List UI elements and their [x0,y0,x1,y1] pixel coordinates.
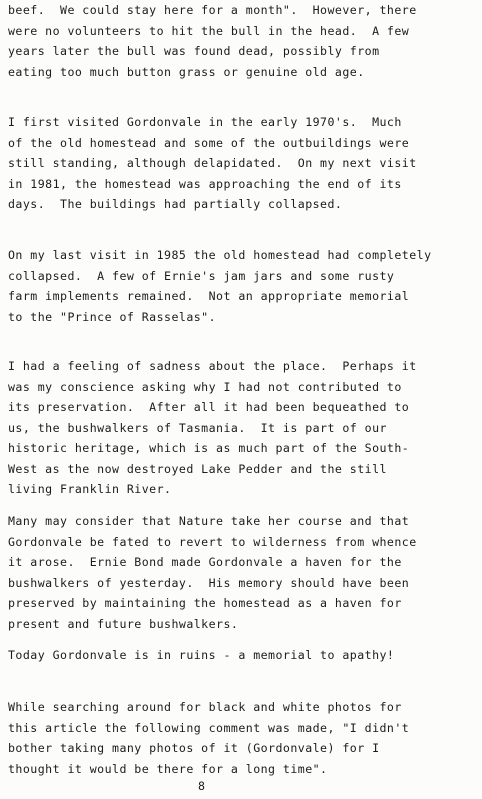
paragraph-last-visit [8,245,432,327]
text-line: living Franklin River. [8,482,172,496]
text-line: to the "Prince of Rasselas". [8,309,217,324]
text-line: was my conscience asking why I had not contributed to [8,379,402,394]
text-line: this article the following comment was made, "I didn't [8,720,410,735]
text-line: days. The buildings had partially collapsed. [8,197,343,211]
text-line: I first visited Gordonvale in the early 1970's. Much [8,115,402,129]
text-line: Many may consider that Nature take her course and that [8,514,410,528]
text-line: years later the bull was found dead, possibly from [8,44,380,58]
text-line: I had a feeling of sadness about the place. Perhaps it [8,359,417,373]
paragraph-ruins [8,645,394,666]
text-line: preserved by maintaining the homestead as a haven for [8,596,402,610]
paragraph-nature [8,511,417,634]
text-line: bother taking many photos of it (Gordonvale) for I [8,741,380,755]
text-line: present and future bushwalkers. [8,616,239,631]
text-line: Today Gordonvale is in ruins - a memorial to apathy! [8,648,395,662]
text-line: us, the bushwalkers of Tasmania. It is part of our [8,420,387,435]
text-line: beef. We could stay here for a month". However, there [8,3,417,17]
paragraph-bull [8,0,417,82]
text-line: were no volunteers to hit the bull in the head. A few [8,23,410,38]
text-line: collapsed. A few of Ernie's jam jars and some rusty [8,268,395,283]
page-number: 8 [198,779,206,793]
text-line: its preservation. After all it had been bequeathed to [8,400,410,414]
text-line: thought it would be there for a long time". [8,761,328,776]
text-line: still standing, although delapidated. On my next visit [8,156,417,170]
text-line: Gordonvale be fated to revert to wilderness from whence [8,534,417,549]
text-line: historic heritage, which is as much part of the South- [8,441,410,455]
text-line: On my last visit in 1985 the old homestead had completely [8,248,432,262]
text-line: West as the now destroyed Lake Pedder and the still [8,461,387,476]
text-line: farm implements remained. Not an appropriate memorial [8,289,410,303]
paragraph-first-visit [8,112,417,215]
text-line: While searching around for black and white photos for [8,700,402,714]
document-page [8,0,478,799]
paragraph-sadness [8,356,417,500]
text-line: in 1981, the homestead was approaching the end of its [8,176,402,191]
text-line: eating too much button grass or genuine old age. [8,64,365,79]
text-line: it arose. Ernie Bond made Gordonvale a haven for the [8,555,402,569]
text-line: bushwalkers of yesterday. His memory should have been [8,575,410,590]
text-line: of the old homestead and some of the outbuildings were [8,135,410,150]
paragraph-photos [8,697,409,779]
